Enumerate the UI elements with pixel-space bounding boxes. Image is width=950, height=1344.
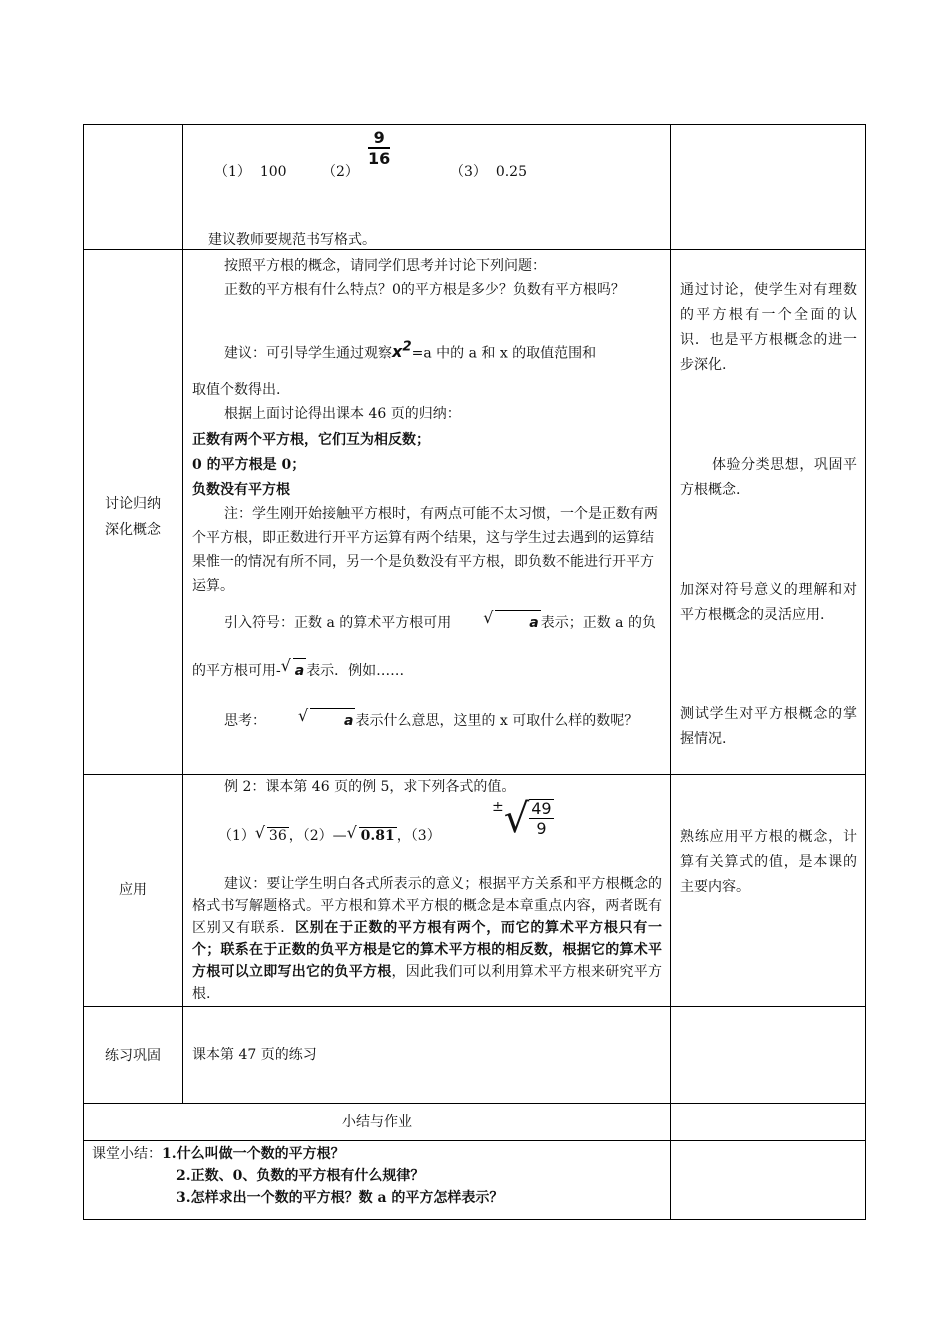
row-examples bbox=[84, 125, 865, 249]
example-2: 例 2：课本第 46 页的例 5，求下列各式的值。 bbox=[224, 779, 516, 795]
label-practice: 练习巩固 bbox=[105, 1048, 161, 1064]
label-discussion: 讨论归纳 深化概念 bbox=[105, 496, 161, 538]
summary-header: 小结与作业 bbox=[342, 1114, 412, 1130]
para-range: 取值个数得出. bbox=[192, 382, 281, 398]
discussion-notes-cell bbox=[670, 250, 865, 774]
row-discussion bbox=[84, 249, 865, 774]
note-discussion: 通过讨论，使学生对有理数的平方根有一个全面的认识．也是平方根概念的进一步深化. bbox=[680, 282, 857, 373]
practice-cell bbox=[182, 1007, 670, 1103]
para-note: 注：学生刚开始接触平方根时，有两点可能不太习惯，一个是正数有两个平方根，即正数进行开平方运算有两个结果，这与学生过去遇到的运算结果惟一的情况有所不同，另一个是负数没有平方根，即负数不能进行开平方运算。 bbox=[192, 506, 658, 594]
note-symbol: 加深对符号意义的理解和对平方根概念的灵活应用. bbox=[680, 582, 857, 623]
expressions: （1） √ 36 ，（2）— √ 0.81 ，（3） bbox=[218, 823, 441, 844]
row-summary-header bbox=[84, 1103, 865, 1140]
label-application: 应用 bbox=[119, 882, 147, 898]
para-question: 正数的平方根有什么特点？0的平方根是多少？负数有平方根吗？ bbox=[224, 282, 625, 298]
ex1: （1） 100 bbox=[214, 164, 287, 180]
ex2-label: （2） bbox=[322, 164, 359, 180]
row-application bbox=[84, 774, 865, 1006]
row-summary bbox=[84, 1140, 865, 1220]
note-test: 测试学生对平方根概念的掌握情况. bbox=[680, 706, 857, 747]
para-symbol: 引入符号：正数 a 的算术平方根可用 √ a 表示；正数 a 的负 bbox=[192, 610, 662, 635]
practice-content: 课本第 47 页的练习 bbox=[192, 1047, 317, 1063]
sqrt-0-81: √ 0.81 bbox=[346, 823, 395, 844]
para-summary-intro: 根据上面讨论得出课本 46 页的归纳： bbox=[224, 406, 461, 422]
rule-zero: 0 的平方根是 0； bbox=[192, 457, 306, 473]
sqrt-a-symbol: √ a bbox=[451, 610, 540, 635]
rule-negative: 负数没有平方根 bbox=[192, 482, 290, 498]
lesson-plan-table bbox=[83, 124, 866, 1220]
para-negative-symbol: 的平方根可用- √ a 表示．例如…… bbox=[192, 658, 662, 683]
row1-note: 建议教师要规范书写格式。 bbox=[208, 232, 376, 248]
para-think: 思考： √ a 表示什么意思，这里的 x 可取什么样的数呢？ bbox=[192, 708, 662, 733]
application-cell bbox=[182, 775, 670, 1006]
para-suggestion: 建议：可引导学生通过观察$x^2=a$ 中的 a 和 x 的取值范围和 bbox=[224, 340, 597, 362]
application-notes-cell bbox=[670, 775, 865, 1006]
note-classification: 体验分类思想，巩固平方根概念. bbox=[680, 457, 857, 498]
sqrt-49-9: ±√ $\frac{49}{9}$ bbox=[492, 796, 552, 842]
application-suggestion: 建议：要让学生明白各式所表示的意义；根据平方关系和平方根概念的格式书写解题格式。平方根和算术平方根的概念是本章重点内容，两者既有区别又有联系．区别在于正数的平方根有两个，而它的算术平方根只有一个；联系在于正数的负平方根是它的算术平方根的相反数，根据它的算术平方根可以立即写出它的负平方根，因此我们可以利用算术平方根来研究平方根. bbox=[192, 876, 662, 1002]
sqrt-a-symbol-neg: √ a bbox=[281, 658, 306, 683]
summary-content: 课堂小结：1.什么叫做一个数的平方根？ 2.正数、0、负数的平方根有什么规律？ 3.怎样求出一个数的平方根？数 a 的平方怎样表示？ bbox=[92, 1146, 504, 1206]
sqrt-36: √ 36 bbox=[254, 823, 287, 844]
rule-positive: 正数有两个平方根，它们互为相反数； bbox=[192, 432, 430, 448]
ex3: （3） 0.25 bbox=[450, 164, 527, 180]
sqrt-a-symbol-think: √ a bbox=[266, 708, 355, 733]
para-intro: 按照平方根的概念，请同学们思考并讨论下列问题： bbox=[224, 258, 546, 274]
examples-cell bbox=[182, 125, 670, 249]
discussion-cell bbox=[182, 250, 670, 774]
row-practice bbox=[84, 1006, 865, 1103]
fraction-9-16: $\frac{9}{16}$ bbox=[368, 128, 391, 168]
note-application: 熟练应用平方根的概念，计算有关算式的值，是本课的主要内容。 bbox=[680, 829, 857, 895]
